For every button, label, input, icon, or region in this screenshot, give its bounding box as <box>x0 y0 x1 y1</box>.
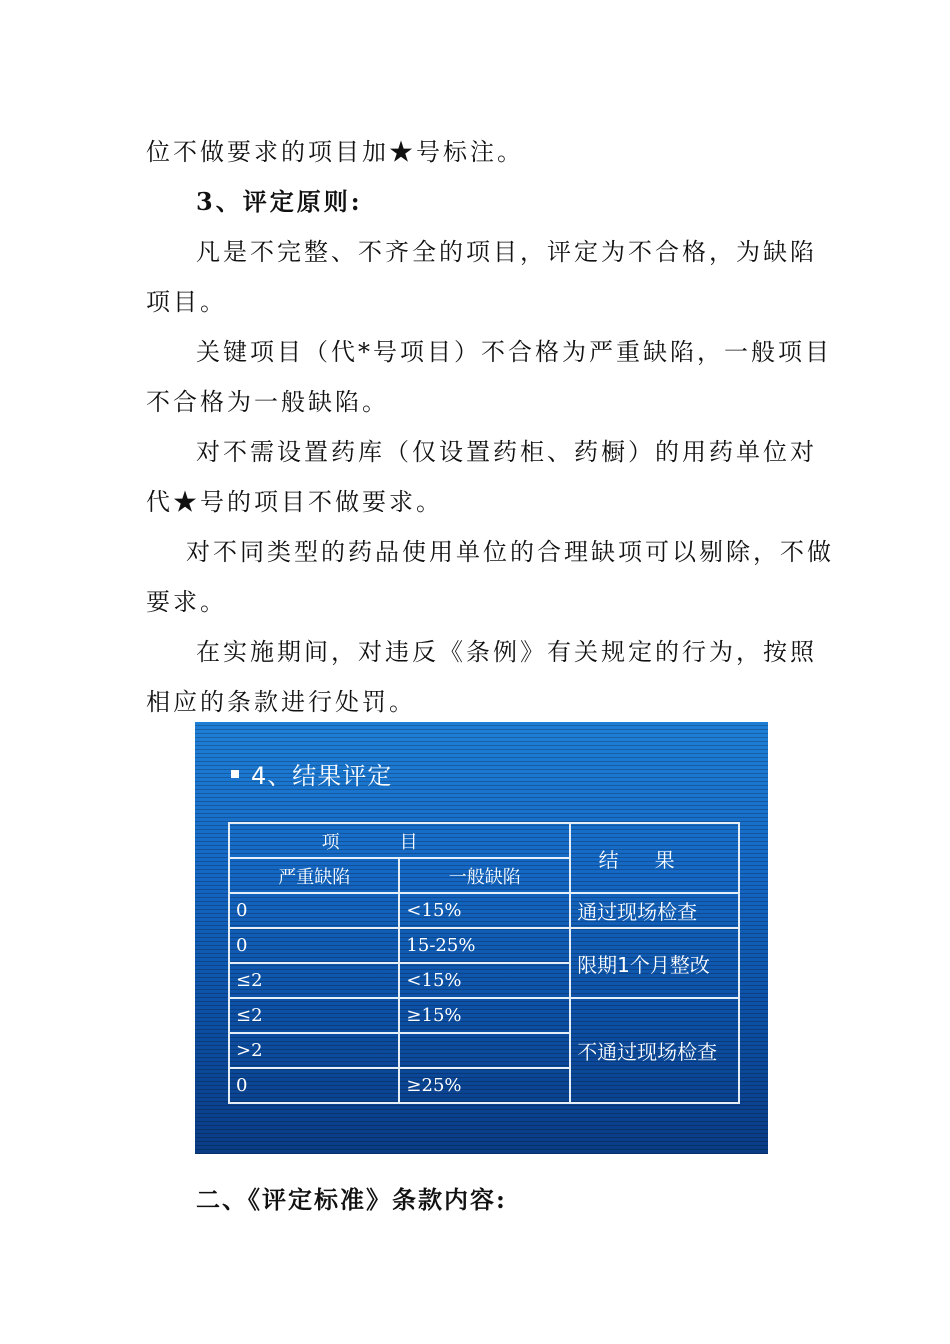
table-row <box>229 893 739 928</box>
paragraph-line: 位不做要求的项目加★号标注。 <box>146 138 524 166</box>
section-heading: 二、《评定标准》条款内容: <box>196 1185 507 1214</box>
paragraph-line: 不合格为一般缺陷。 <box>146 388 389 416</box>
table-cell: ≤2 <box>229 963 399 998</box>
result-evaluation-slide <box>195 722 768 1154</box>
paragraph-line: 凡是不完整、不齐全的项目，评定为不合格，为缺陷 <box>196 238 817 266</box>
paragraph-line: 代★号的项目不做要求。 <box>146 488 443 516</box>
header-serious-defect: 严重缺陷 <box>229 858 399 893</box>
slide-title <box>231 756 392 791</box>
table-cell <box>399 1033 570 1068</box>
paragraph-line: 对不需设置药库（仅设置药柜、药橱）的用药单位对 <box>196 438 817 466</box>
table-cell: 15-25% <box>399 928 570 963</box>
table-cell: 0 <box>229 893 399 928</box>
result-table <box>228 822 740 1104</box>
table-cell: ≥25% <box>399 1068 570 1103</box>
paragraph-line: 项目。 <box>146 288 227 316</box>
table-cell: >2 <box>229 1033 399 1068</box>
table-cell: <15% <box>399 963 570 998</box>
table-cell: <15% <box>399 893 570 928</box>
table-cell: ≤2 <box>229 998 399 1033</box>
table-row <box>229 823 739 858</box>
table-row <box>229 998 739 1033</box>
header-item-cell: 项目 <box>229 823 570 858</box>
result-cell-pass: 通过现场检查 <box>570 893 739 928</box>
paragraph-line: 对不同类型的药品使用单位的合理缺项可以剔除，不做 <box>186 538 834 566</box>
paragraph-line: 相应的条款进行处罚。 <box>146 688 416 716</box>
slide-title-text: 4、结果评定 <box>251 762 393 790</box>
subheading-evaluation-principle: 3、评定原则: <box>196 187 363 216</box>
table-cell: ≥15% <box>399 998 570 1033</box>
paragraph-line: 关键项目（代*号项目）不合格为严重缺陷，一般项目 <box>196 338 832 366</box>
table-row <box>229 928 739 963</box>
paragraph-line: 要求。 <box>146 588 227 616</box>
paragraph-line: 在实施期间，对违反《条例》有关规定的行为，按照 <box>196 638 817 666</box>
result-cell-rectify: 限期1个月整改 <box>570 928 739 998</box>
table-cell: 0 <box>229 1068 399 1103</box>
table-cell: 0 <box>229 928 399 963</box>
header-general-defect: 一般缺陷 <box>399 858 570 893</box>
header-result-cell: 结果 <box>570 823 739 893</box>
result-cell-fail: 不通过现场检查 <box>570 998 739 1103</box>
